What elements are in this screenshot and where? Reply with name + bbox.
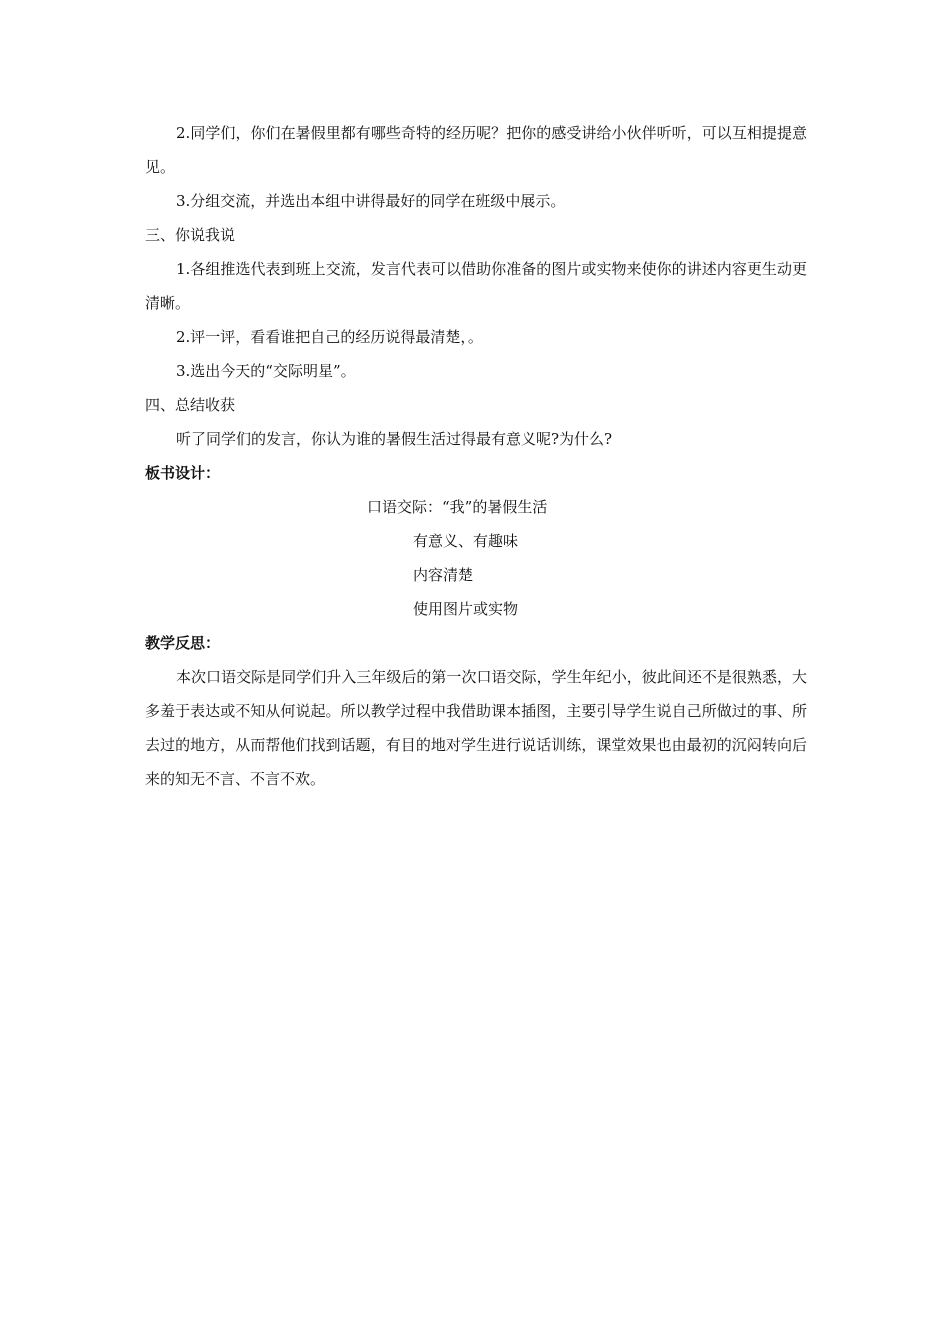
board-title: 口语交际：“我”的暑假生活 [367, 498, 548, 516]
section-heading-4: 四、总结收获 [145, 396, 236, 414]
section-heading-3: 三、你说我说 [145, 226, 236, 244]
paragraph-3-2: 2.评一评，看看谁把自己的经历说得最清楚，。 [176, 328, 483, 346]
paragraph-4: 听了同学们的发言，你认为谁的暑假生活过得最有意义呢?为什么? [176, 430, 613, 448]
board-line: 有意义、有趣味 [413, 532, 519, 550]
board-line: 使用图片或实物 [413, 600, 519, 618]
board-design-heading: 板书设计： [145, 464, 221, 482]
paragraph-2-2: 2.同学们，你们在暑假里都有哪些奇特的经历呢？把你的感受讲给小伙伴听听，可以互相提提意见。 [145, 124, 807, 176]
board-line: 内容清楚 [413, 566, 474, 584]
paragraph-2-3: 3.分组交流，并选出本组中讲得最好的同学在班级中展示。 [176, 192, 566, 210]
reflection-paragraph: 本次口语交际是同学们升入三年级后的第一次口语交际，学生年纪小，彼此间还不是很熟悉，大多羞于表达或不知从何说起。所以教学过程中我借助课本插图，主要引导学生说自己所做过的事、所去过的地方，从而帮他们找到话题，有目的地对学生进行说话训练，课堂效果也由最初的沉闷转向后来的知无不言、不言不欢。 [145, 668, 807, 788]
paragraph-3-3: 3.选出今天的“交际明星”。 [176, 362, 356, 380]
document-body [145, 116, 807, 796]
reflection-heading: 教学反思： [145, 634, 221, 652]
paragraph-3-1: 1.各组推选代表到班上交流，发言代表可以借助你准备的图片或实物来使你的讲述内容更生动更清晰。 [145, 260, 807, 312]
